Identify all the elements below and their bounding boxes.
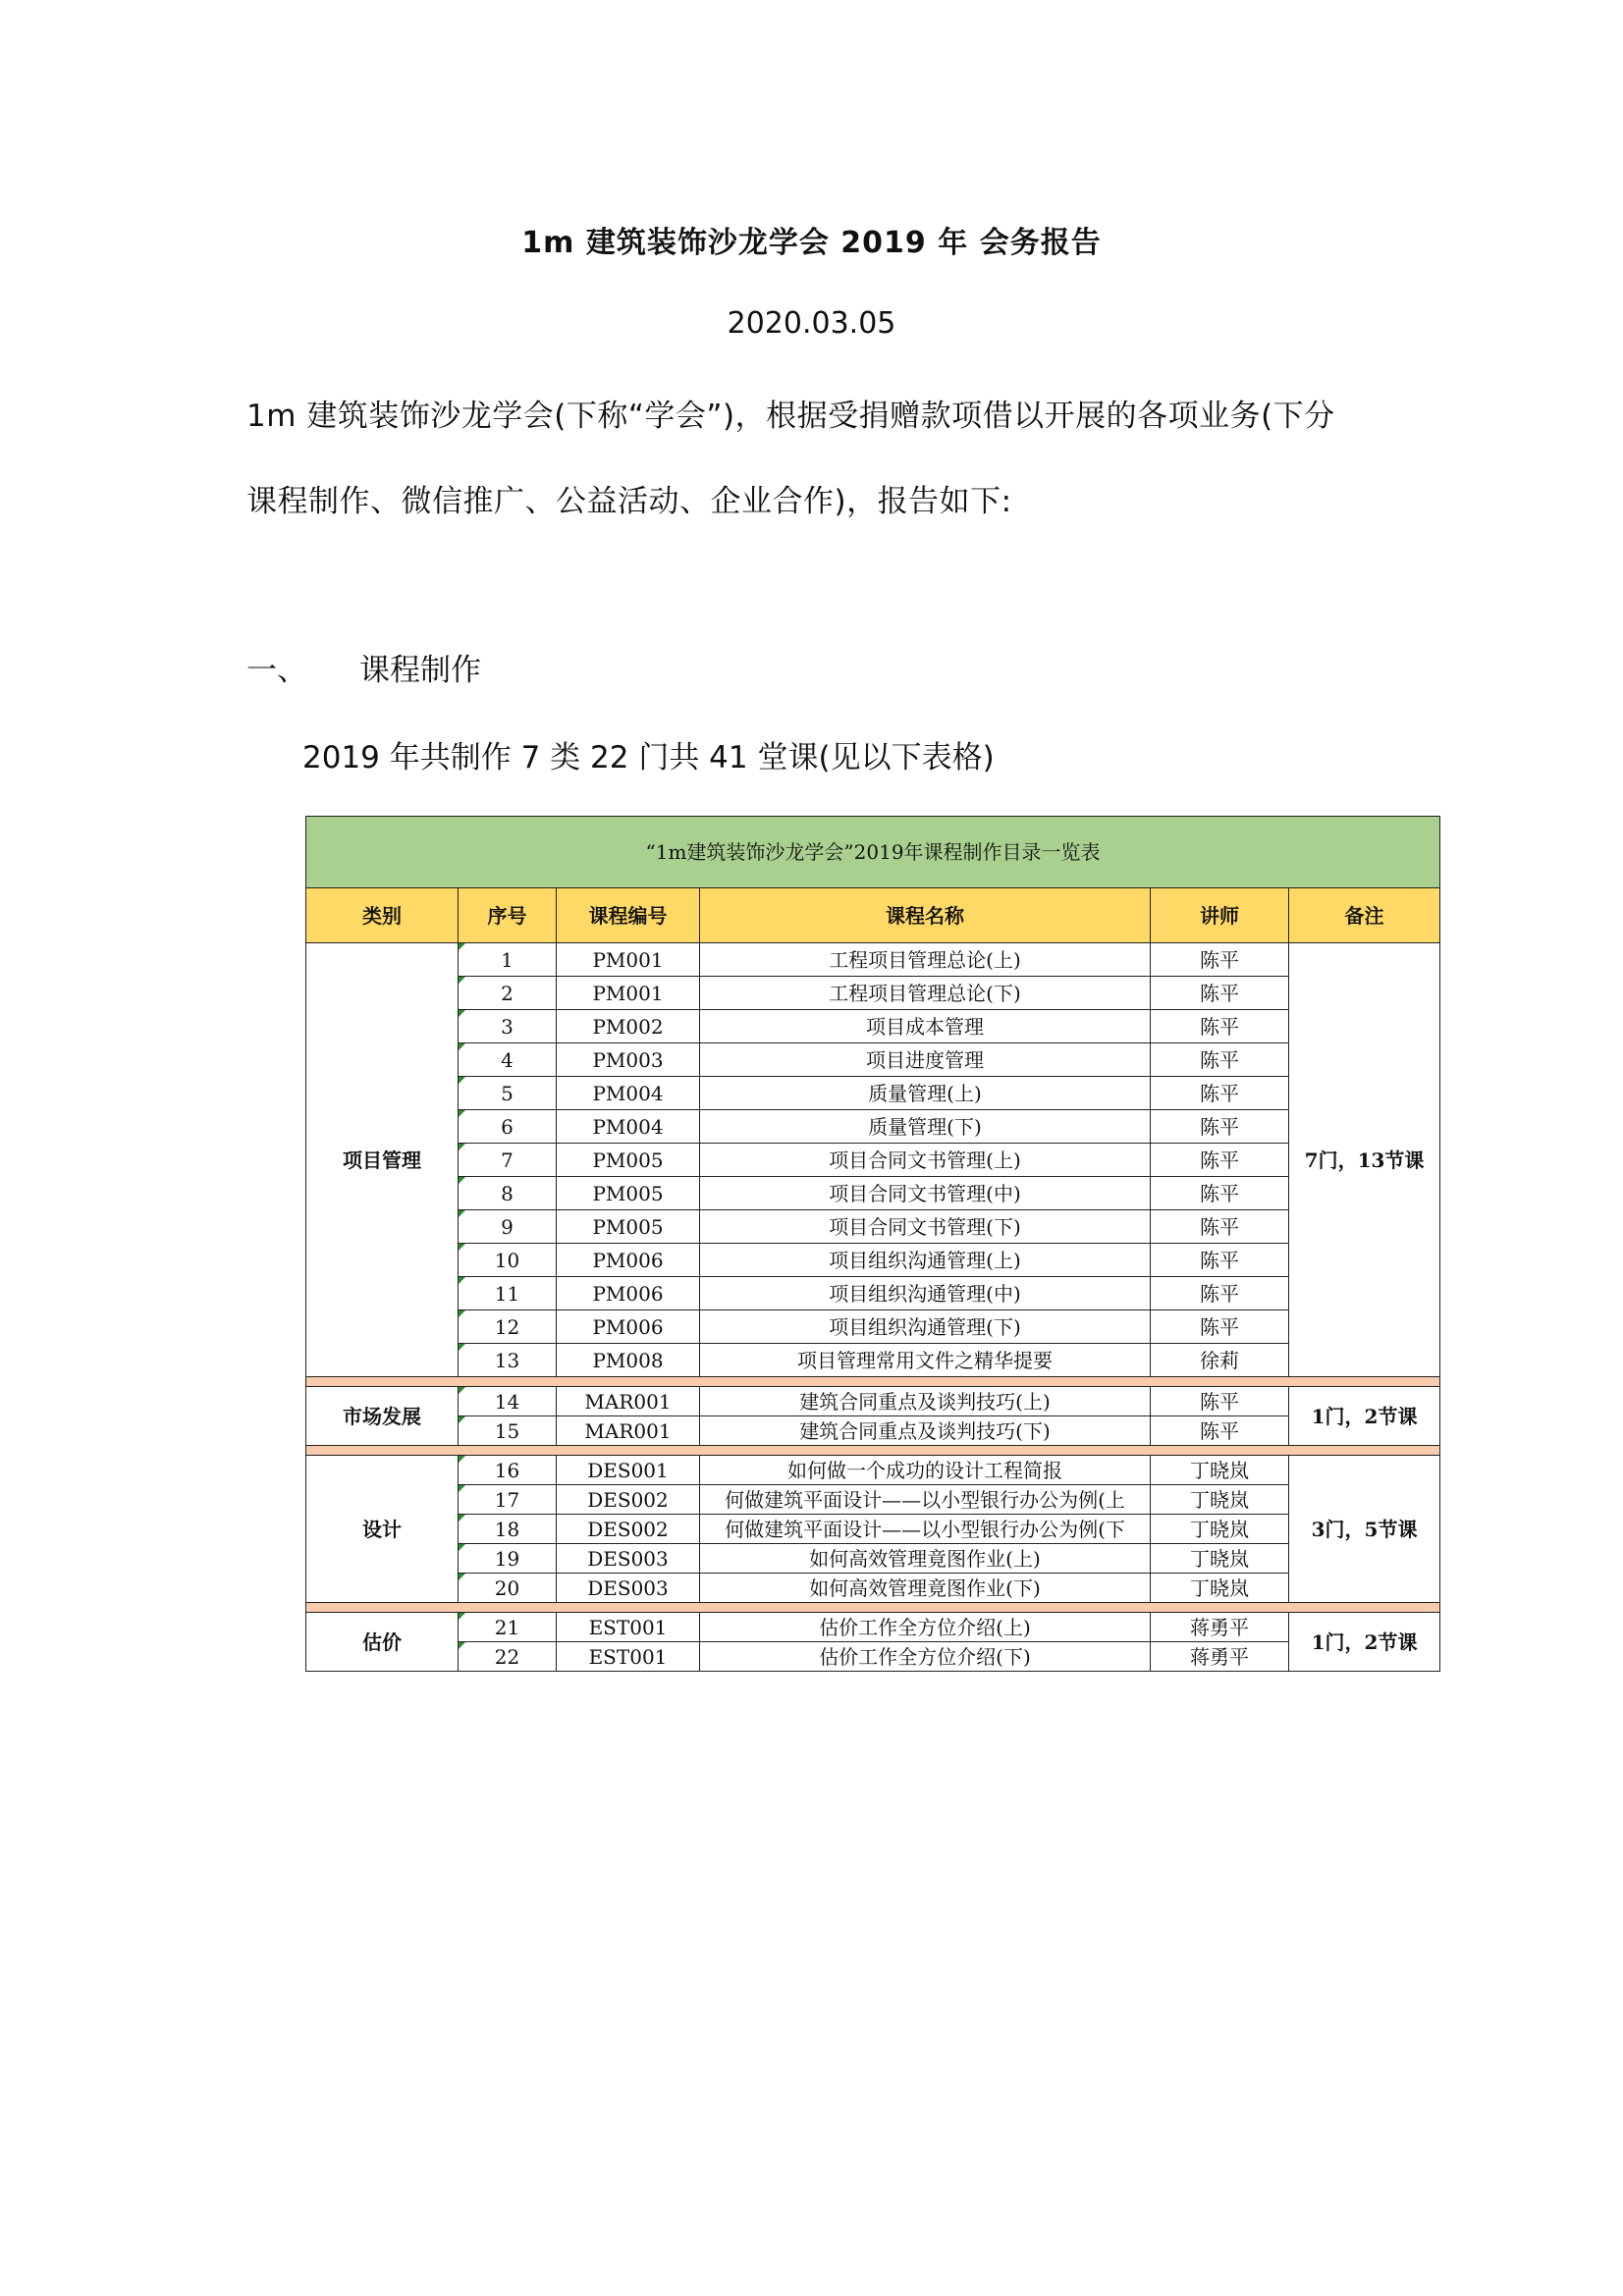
teacher-cell: 陈平 [1151, 1244, 1289, 1277]
course-name-cell: 何做建筑平面设计——以小型银行办公为例(上 [700, 1485, 1151, 1515]
category-cell: 项目管理 [306, 943, 459, 1377]
course-name-cell: 如何高效管理竟图作业(上) [700, 1544, 1151, 1574]
seq-cell: 15 [459, 1416, 557, 1446]
code-cell: MAR001 [557, 1387, 700, 1416]
course-name-cell: 项目成本管理 [700, 1010, 1151, 1043]
teacher-cell: 陈平 [1151, 1110, 1289, 1144]
table-row [306, 1613, 1440, 1642]
table-row [306, 1144, 1440, 1177]
table-row [306, 1210, 1440, 1244]
document-title: 1m 建筑装饰沙龙学会 2019 年 会务报告 [521, 226, 1102, 260]
table-row [306, 977, 1440, 1010]
course-name-cell: 建筑合同重点及谈判技巧(上) [700, 1387, 1151, 1416]
teacher-cell: 丁晓岚 [1151, 1456, 1289, 1485]
teacher-cell: 陈平 [1151, 1210, 1289, 1244]
teacher-cell: 陈平 [1151, 1010, 1289, 1043]
note-cell: 7门，13节课 [1289, 943, 1440, 1377]
course-name-cell: 工程项目管理总论(下) [700, 977, 1151, 1010]
note-cell: 1门，2节课 [1289, 1613, 1440, 1672]
code-cell: DES003 [557, 1574, 700, 1603]
course-name-cell: 项目管理常用文件之精华提要 [700, 1344, 1151, 1377]
seq-cell: 16 [459, 1456, 557, 1485]
teacher-cell: 陈平 [1151, 1077, 1289, 1110]
table-row [306, 1485, 1440, 1515]
seq-cell: 21 [459, 1613, 557, 1642]
code-cell: EST001 [557, 1642, 700, 1672]
seq-cell: 4 [459, 1043, 557, 1077]
course-name-cell: 估价工作全方位介绍(上) [700, 1613, 1151, 1642]
course-name-cell: 项目组织沟通管理(上) [700, 1244, 1151, 1277]
code-cell: PM004 [557, 1077, 700, 1110]
course-name-cell: 项目进度管理 [700, 1043, 1151, 1077]
code-cell: PM004 [557, 1110, 700, 1144]
seq-cell: 9 [459, 1210, 557, 1244]
teacher-cell: 蒋勇平 [1151, 1642, 1289, 1672]
seq-cell: 1 [459, 943, 557, 977]
teacher-cell: 丁晓岚 [1151, 1574, 1289, 1603]
course-name-cell: 何做建筑平面设计——以小型银行办公为例(下 [700, 1515, 1151, 1544]
course-name-cell: 如何做一个成功的设计工程简报 [700, 1456, 1151, 1485]
header-category: 类别 [306, 888, 459, 943]
document-date: 2020.03.05 [727, 306, 896, 341]
table-row [306, 1344, 1440, 1377]
code-cell: PM003 [557, 1043, 700, 1077]
code-cell: DES002 [557, 1515, 700, 1544]
seq-cell: 3 [459, 1010, 557, 1043]
teacher-cell: 陈平 [1151, 1043, 1289, 1077]
table-row [306, 943, 1440, 977]
table-row [306, 1515, 1440, 1544]
course-name-cell: 建筑合同重点及谈判技巧(下) [700, 1416, 1151, 1446]
seq-cell: 10 [459, 1244, 557, 1277]
course-name-cell: 如何高效管理竟图作业(下) [700, 1574, 1151, 1603]
teacher-cell: 丁晓岚 [1151, 1515, 1289, 1544]
section-title: 课程制作 [359, 653, 481, 688]
teacher-cell: 徐莉 [1151, 1344, 1289, 1377]
code-cell: PM005 [557, 1210, 700, 1244]
seq-cell: 14 [459, 1387, 557, 1416]
seq-cell: 7 [459, 1144, 557, 1177]
table-row [306, 1387, 1440, 1416]
course-name-cell: 项目合同文书管理(上) [700, 1144, 1151, 1177]
header-code: 课程编号 [557, 888, 700, 943]
teacher-cell: 陈平 [1151, 1144, 1289, 1177]
seq-cell: 20 [459, 1574, 557, 1603]
table-title: “1m建筑装饰沙龙学会”2019年课程制作目录一览表 [306, 817, 1440, 888]
category-separator [306, 1446, 1440, 1456]
table-row [306, 1043, 1440, 1077]
note-cell: 1门，2节课 [1289, 1387, 1440, 1446]
seq-cell: 5 [459, 1077, 557, 1110]
table-row [306, 1177, 1440, 1210]
course-table [305, 816, 1440, 1672]
table-row [306, 1110, 1440, 1144]
code-cell: MAR001 [557, 1416, 700, 1446]
category-separator [306, 1377, 1440, 1387]
seq-cell: 8 [459, 1177, 557, 1210]
course-summary: 2019 年共制作 7 类 22 门共 41 堂课(见以下表格) [302, 740, 995, 775]
code-cell: PM006 [557, 1310, 700, 1344]
table-row [306, 1077, 1440, 1110]
table-row [306, 1310, 1440, 1344]
course-name-cell: 工程项目管理总论(上) [700, 943, 1151, 977]
seq-cell: 19 [459, 1544, 557, 1574]
category-separator [306, 1603, 1440, 1613]
teacher-cell: 陈平 [1151, 1416, 1289, 1446]
category-cell: 设计 [306, 1456, 459, 1603]
teacher-cell: 蒋勇平 [1151, 1613, 1289, 1642]
header-name: 课程名称 [700, 888, 1151, 943]
category-cell: 估价 [306, 1613, 459, 1672]
teacher-cell: 陈平 [1151, 1277, 1289, 1310]
header-seq: 序号 [459, 888, 557, 943]
code-cell: PM005 [557, 1144, 700, 1177]
course-name-cell: 质量管理(上) [700, 1077, 1151, 1110]
section-number: 一、 [246, 653, 307, 688]
seq-cell: 6 [459, 1110, 557, 1144]
code-cell: DES001 [557, 1456, 700, 1485]
teacher-cell: 丁晓岚 [1151, 1485, 1289, 1515]
header-teacher: 讲师 [1151, 888, 1289, 943]
teacher-cell: 陈平 [1151, 1177, 1289, 1210]
table-row [306, 1416, 1440, 1446]
table-row [306, 1544, 1440, 1574]
code-cell: PM001 [557, 977, 700, 1010]
teacher-cell: 陈平 [1151, 1310, 1289, 1344]
course-name-cell: 项目组织沟通管理(下) [700, 1310, 1151, 1344]
teacher-cell: 陈平 [1151, 943, 1289, 977]
code-cell: PM008 [557, 1344, 700, 1377]
course-catalog-table [305, 816, 1439, 1672]
teacher-cell: 丁晓岚 [1151, 1544, 1289, 1574]
code-cell: DES002 [557, 1485, 700, 1515]
code-cell: DES003 [557, 1544, 700, 1574]
table-row [306, 1642, 1440, 1672]
code-cell: EST001 [557, 1613, 700, 1642]
table-row [306, 1456, 1440, 1485]
seq-cell: 17 [459, 1485, 557, 1515]
table-row [306, 1244, 1440, 1277]
seq-cell: 11 [459, 1277, 557, 1310]
category-cell: 市场发展 [306, 1387, 459, 1446]
course-name-cell: 项目合同文书管理(中) [700, 1177, 1151, 1210]
teacher-cell: 陈平 [1151, 1387, 1289, 1416]
table-row [306, 1277, 1440, 1310]
table-row [306, 1574, 1440, 1603]
code-cell: PM006 [557, 1277, 700, 1310]
code-cell: PM002 [557, 1010, 700, 1043]
seq-cell: 18 [459, 1515, 557, 1544]
intro-paragraph-line-1: 1m 建筑装饰沙龙学会(下称“学会”)，根据受捐赠款项借以开展的各项业务(下分 [246, 399, 1335, 434]
course-name-cell: 项目合同文书管理(下) [700, 1210, 1151, 1244]
course-name-cell: 质量管理(下) [700, 1110, 1151, 1144]
code-cell: PM005 [557, 1177, 700, 1210]
header-note: 备注 [1289, 888, 1440, 943]
teacher-cell: 陈平 [1151, 977, 1289, 1010]
seq-cell: 12 [459, 1310, 557, 1344]
seq-cell: 13 [459, 1344, 557, 1377]
seq-cell: 22 [459, 1642, 557, 1672]
course-name-cell: 估价工作全方位介绍(下) [700, 1642, 1151, 1672]
table-row [306, 1010, 1440, 1043]
code-cell: PM006 [557, 1244, 700, 1277]
code-cell: PM001 [557, 943, 700, 977]
note-cell: 3门，5节课 [1289, 1456, 1440, 1603]
intro-paragraph-line-2: 课程制作、微信推广、公益活动、企业合作)，报告如下: [246, 484, 1012, 519]
seq-cell: 2 [459, 977, 557, 1010]
course-name-cell: 项目组织沟通管理(中) [700, 1277, 1151, 1310]
